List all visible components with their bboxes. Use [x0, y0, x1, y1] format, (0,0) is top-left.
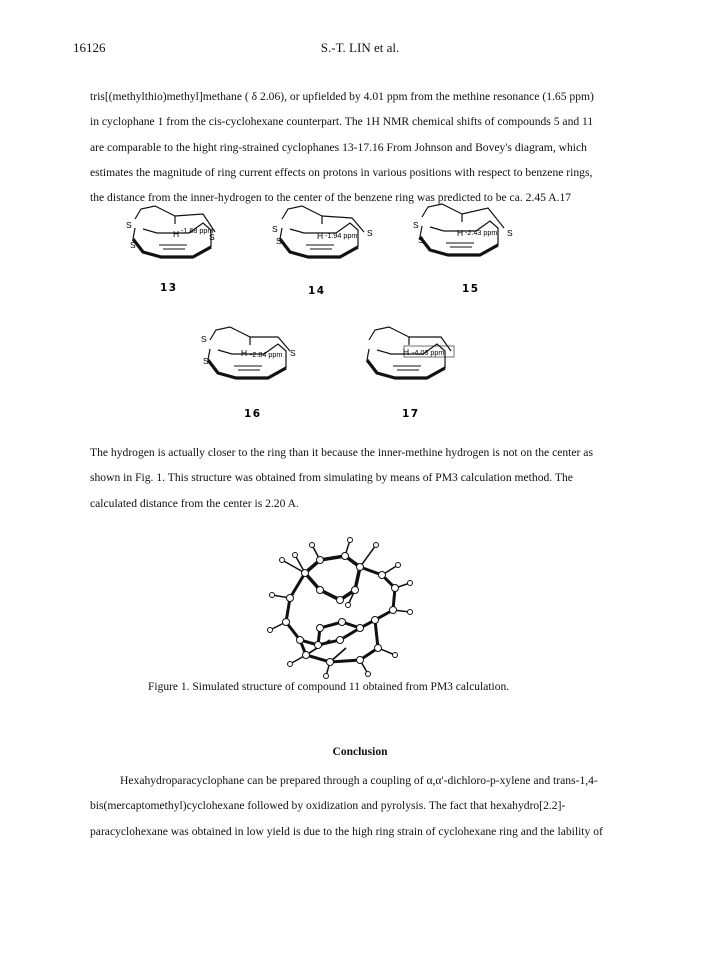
sulfur-label: S	[290, 348, 296, 358]
sulfur-label: S	[418, 235, 424, 245]
conclusion-heading: Conclusion	[332, 746, 388, 758]
figure1-molecular-model	[268, 538, 413, 679]
text-line: the distance from the inner-hydrogen to the center of the benzene ring was predicted to be ca. 2.45 A.17	[90, 191, 572, 205]
sulfur-label: S	[413, 220, 419, 230]
sulfur-label: S	[126, 220, 132, 230]
chemical-shift-label: -4.03 ppm	[412, 348, 445, 357]
sulfur-label: S	[201, 334, 207, 344]
text-line: shown in Fig. 1. This structure was obtained from simulating by means of PM3 calculation method. The	[90, 471, 573, 485]
hydrogen-label: H	[457, 228, 464, 238]
compound-label-14: 14	[308, 285, 326, 297]
structure-15	[413, 204, 513, 295]
hydrogen-label: H	[403, 347, 410, 357]
chemical-shift-label: -2.84 ppm	[250, 350, 283, 359]
chemical-shift-label: -1.68 ppm	[181, 226, 214, 235]
sulfur-label: S	[130, 240, 136, 250]
conclusion-paragraph	[90, 768, 635, 844]
structure-16	[201, 327, 296, 420]
sulfur-label: S	[209, 232, 215, 242]
text-line: paracyclohexane was obtained in low yield is due to the high ring strain of cyclohexane ring and the lability of	[90, 824, 603, 838]
structure-13	[126, 206, 215, 294]
chemical-shift-label: -1.94 ppm	[325, 231, 358, 240]
structure-17	[367, 327, 454, 420]
text-line: calculated distance from the center is 2.20 A.	[90, 496, 299, 510]
text-line: bis(mercaptomethyl)cyclohexane followed by oxidization and pyrolysis. The fact that hexahydro[2.2]-	[90, 799, 566, 813]
compound-label-16: 16	[244, 408, 262, 420]
sulfur-label: S	[272, 224, 278, 234]
text-line: in cyclophane 1 from the cis-cyclohexane counterpart. The 1H NMR chemical shifts of compounds 5 and 11	[90, 115, 594, 129]
compound-label-17: 17	[402, 408, 420, 420]
running-head: S.-T. LIN et al.	[320, 40, 400, 55]
sulfur-label: S	[507, 228, 513, 238]
compound-label-15: 15	[462, 283, 480, 295]
hydrogen-label: H	[241, 348, 248, 358]
hydrogen-label: H	[317, 231, 324, 241]
structure-14	[272, 206, 373, 297]
page-number: 16126	[73, 40, 106, 55]
text-line: Hexahydroparacyclophane can be prepared through a coupling of α,α'-dichloro-p-xylene and trans-1,4-	[120, 774, 598, 787]
text-line: tris[(methylthio)methyl]methane ( δ 2.06), or upfielded by 4.01 ppm from the methine resonance (1.65 ppm)	[90, 90, 594, 103]
figure1-caption: Figure 1. Simulated structure of compound 11 obtained from PM3 calculation.	[148, 681, 510, 693]
paragraph-hydrogen-position	[90, 440, 635, 516]
chemical-shift-label: -2.43 ppm	[465, 228, 498, 237]
text-line: are comparable to the hight ring-strained cyclophanes 13-17.16 From Johnson and Bovey's diagram, which	[90, 140, 587, 154]
text-line: The hydrogen is actually closer to the ring than it because the inner-methine hydrogen is not on the center as	[90, 446, 593, 459]
sulfur-label: S	[276, 236, 282, 246]
compound-label-13: 13	[160, 282, 178, 294]
hydrogen-label: H	[173, 229, 180, 239]
sulfur-label: S	[367, 228, 373, 238]
sulfur-label: S	[203, 356, 209, 366]
text-line: estimates the magnitude of ring current effects on protons in various positions with respect to benzene rings,	[90, 165, 593, 179]
